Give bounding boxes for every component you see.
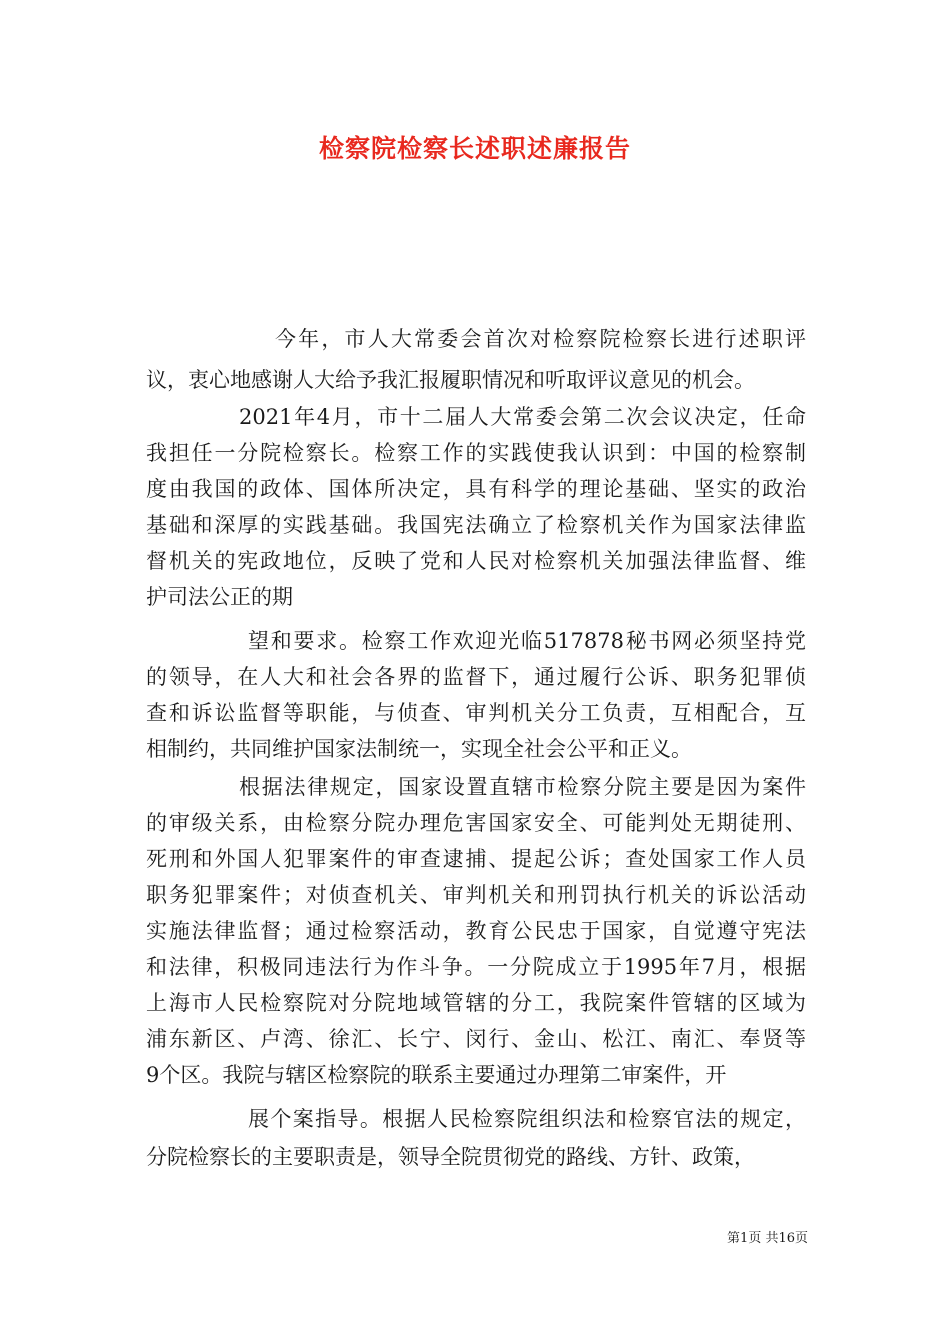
paragraph-4-line-6: 和法律，积极同违法行为作斗争。一分院成立于1995年7月，根据 (146, 955, 806, 979)
paragraph-3-line-3: 查和诉讼监督等职能，与侦查、审判机关分工负责，互相配合，互 (146, 701, 806, 725)
paragraph-4-line-1: 根据法律规定，国家设置直辖市检察分院主要是因为案件 (239, 775, 806, 799)
paragraph-1-line-1: 今年，市人大常委会首次对检察院检察长进行述职评 (275, 327, 806, 351)
paragraph-4-line-3: 死刑和外国人犯罪案件的审查逮捕、提起公诉；查处国家工作人员 (146, 847, 806, 871)
paragraph-4-line-8: 浦东新区、卢湾、徐汇、长宁、闵行、金山、松江、南汇、奉贤等 (146, 1027, 806, 1051)
paragraph-2-line-4: 基础和深厚的实践基础。我国宪法确立了检察机关作为国家法律监 (146, 513, 806, 537)
page-footer: 第1页 共16页 (727, 1231, 808, 1246)
paragraph-4-line-4: 职务犯罪案件；对侦查机关、审判机关和刑罚执行机关的诉讼活动 (146, 883, 806, 907)
paragraph-3-line-2: 的领导，在人大和社会各界的监督下，通过履行公诉、职务犯罪侦 (146, 665, 806, 689)
paragraph-2-line-3: 度由我国的政体、国体所决定，具有科学的理论基础、坚实的政治 (146, 477, 806, 501)
paragraph-4-line-2: 的审级关系，由检察分院办理危害国家安全、可能判处无期徒刑、 (146, 811, 806, 835)
paragraph-5-line-1: 展个案指导。根据人民检察院组织法和检察官法的规定， (248, 1107, 806, 1131)
paragraph-2-line-1: 2021年4月，市十二届人大常委会第二次会议决定，任命 (239, 405, 806, 429)
document-title: 检察院检察长述职述廉报告 (318, 134, 631, 163)
paragraph-4-line-5: 实施法律监督；通过检察活动，教育公民忠于国家，自觉遵守宪法 (146, 919, 806, 943)
paragraph-3-line-4: 相制约，共同维护国家法制统一，实现全社会公平和正义。 (146, 737, 692, 761)
paragraph-4-line-9: 9个区。我院与辖区检察院的联系主要通过办理第二审案件，开 (146, 1063, 727, 1087)
paragraph-1-line-2: 议，衷心地感谢人大给予我汇报履职情况和听取评议意见的机会。 (146, 368, 755, 392)
paragraph-5-line-2: 分院检察长的主要职责是，领导全院贯彻党的路线、方针、政策， (146, 1145, 755, 1169)
paragraph-2-line-2: 我担任一分院检察长。检察工作的实践使我认识到：中国的检察制 (146, 441, 806, 465)
paragraph-3-line-1: 望和要求。检察工作欢迎光临517878秘书网必须坚持党 (248, 629, 806, 653)
paragraph-2-line-6: 护司法公正的期 (146, 585, 293, 609)
paragraph-4-line-7: 上海市人民检察院对分院地域管辖的分工，我院案件管辖的区域为 (146, 991, 806, 1015)
paragraph-2-line-5: 督机关的宪政地位，反映了党和人民对检察机关加强法律监督、维 (146, 549, 806, 573)
